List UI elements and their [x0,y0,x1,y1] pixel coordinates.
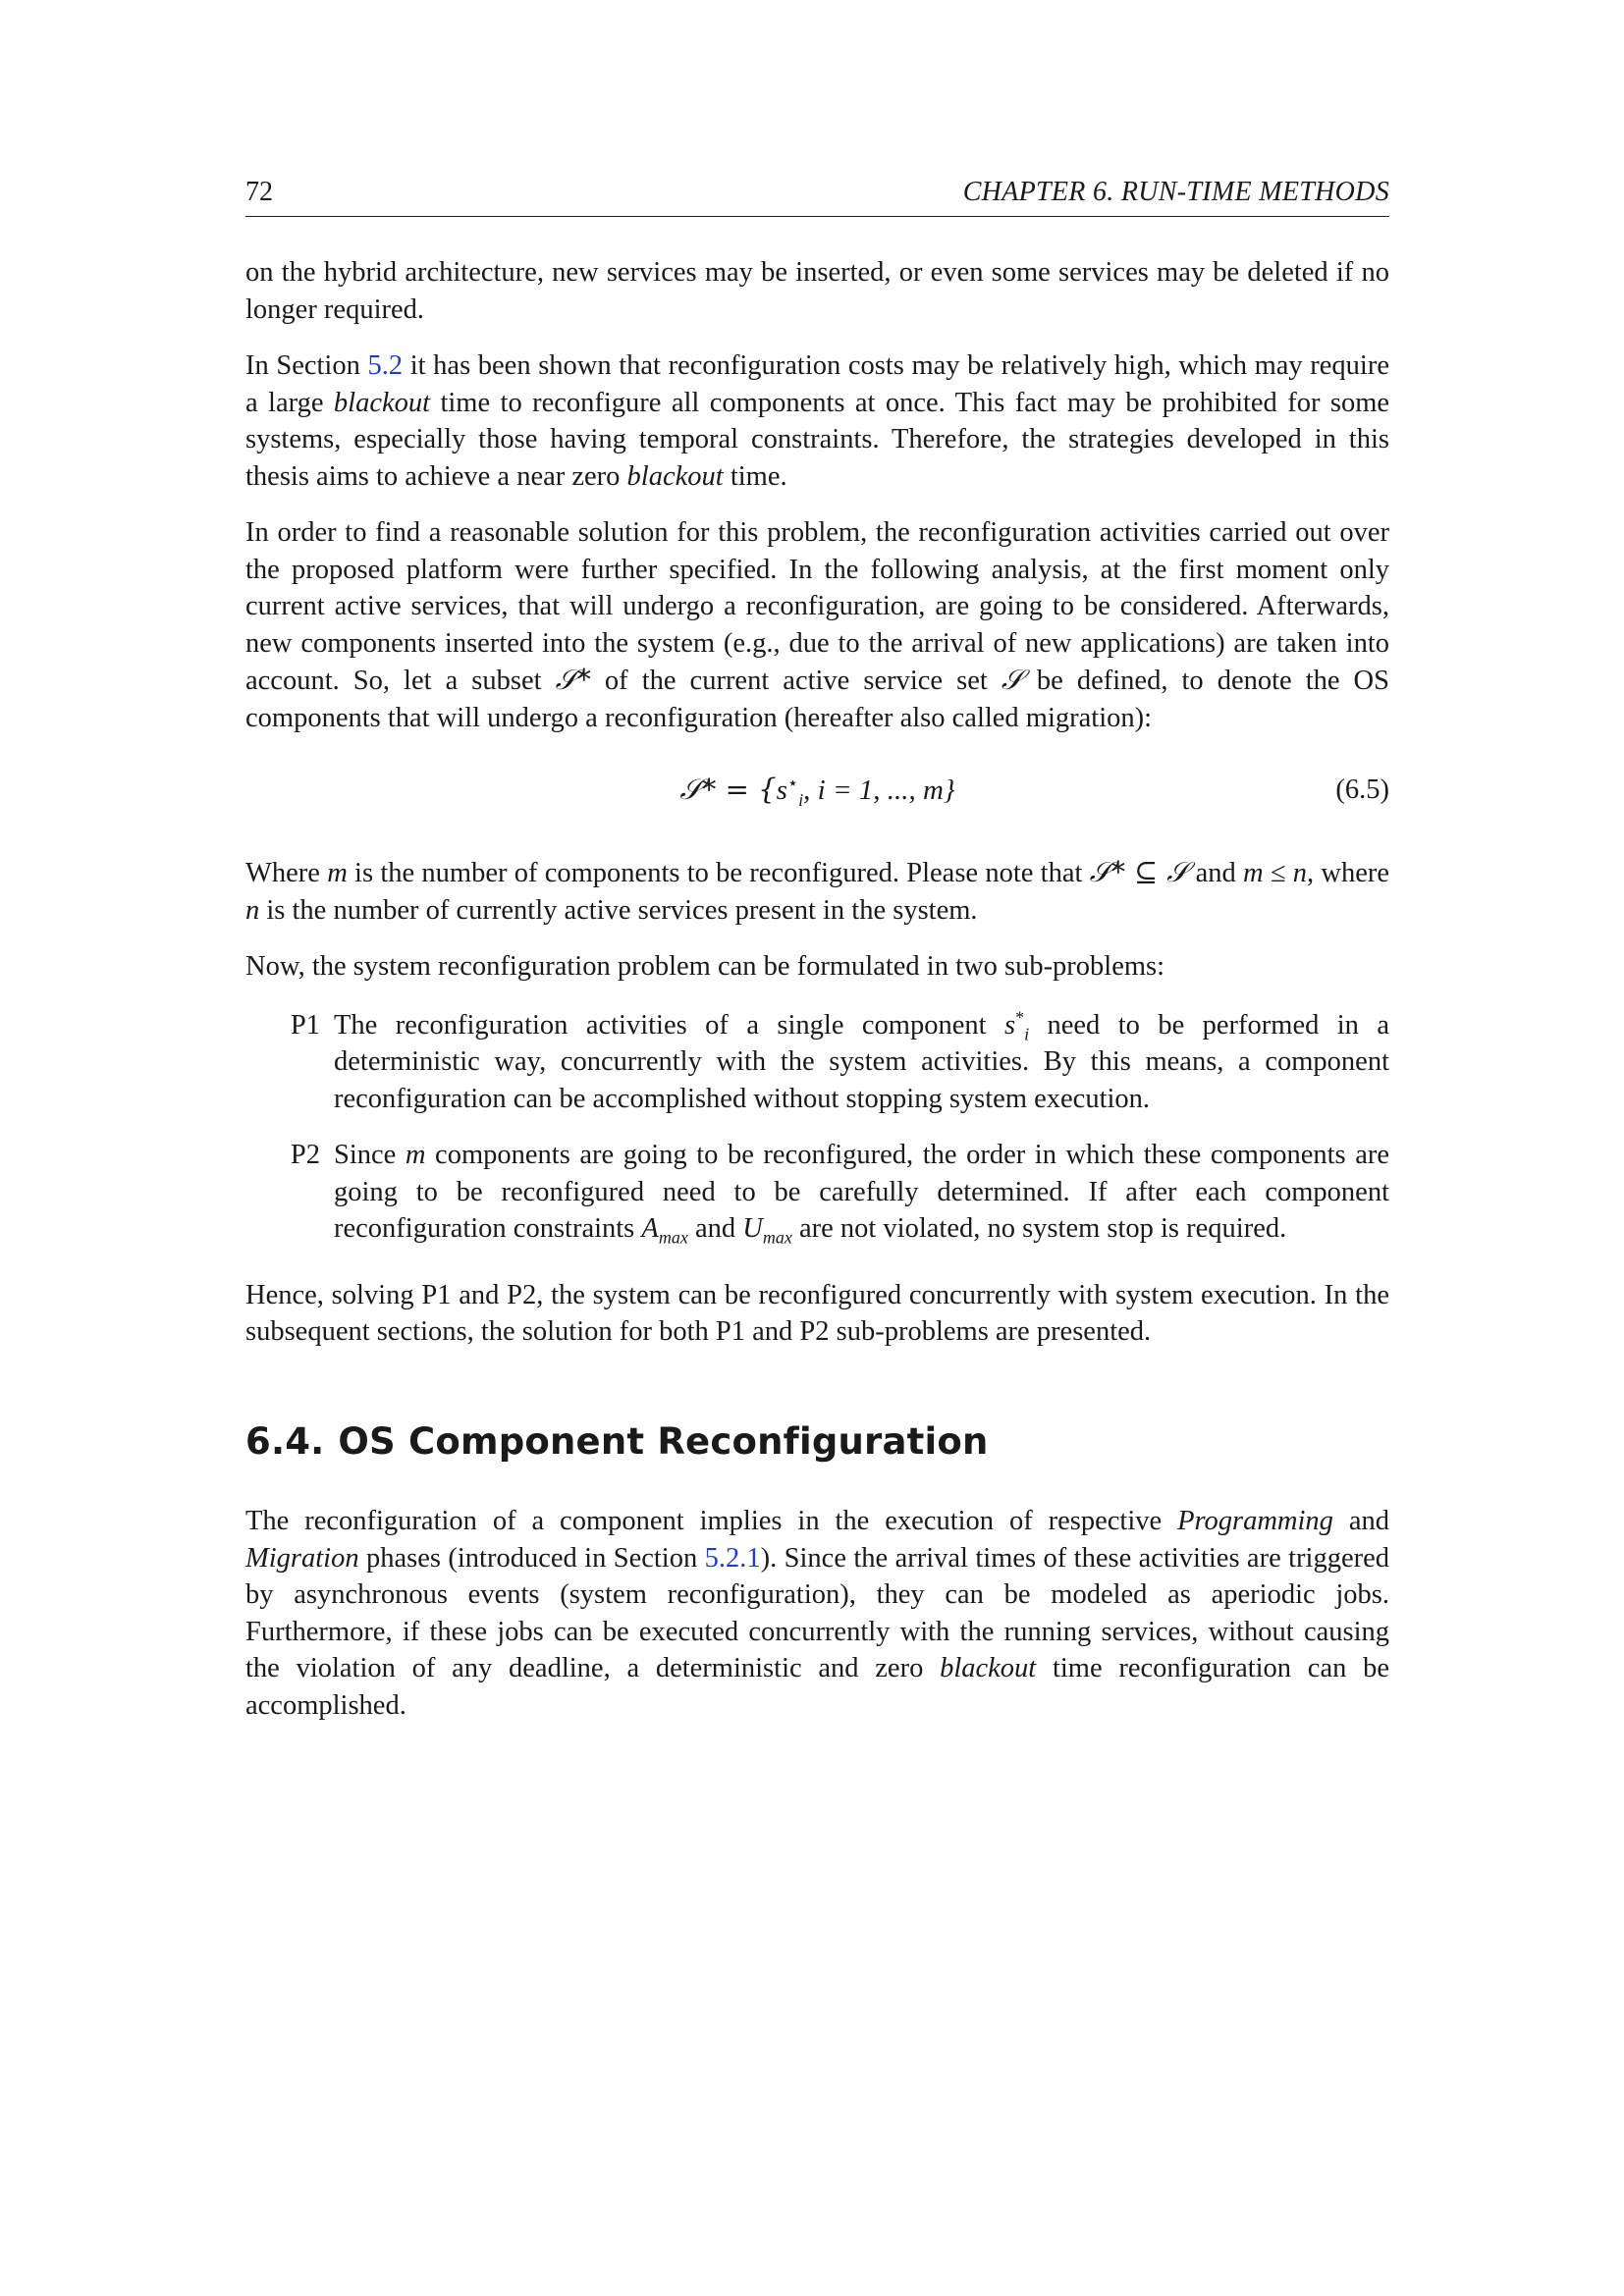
equation-number: (6.5) [1335,774,1389,805]
problem-item [245,1007,1389,1118]
section-link-5-2-1[interactable]: 5.2.1 [704,1542,761,1574]
paragraph-5: Now, the system reconfiguration problem can be formulated in two sub-problems: [245,951,1165,982]
paragraph-6: Hence, solving P1 and P2, the system can be reconfigured concurrently with system execution. In the subsequent sections, the solution for both P1 and P2 sub-problems are presented. [245,1279,1389,1347]
math-m-le-n: m ≤ n [1242,858,1307,888]
paragraph-3: In order to find a reasonable solution for this problem, the reconfiguration activities carried out over the proposed platform were further specified. In the following analysis, at the first moment only current active services, that will undergo a reconfiguration, are going to be considered. Afterwards, new components inserted into the system (e.g., due to the arrival of new applications) are taken into account. So, let a subset 𝒮* of the current active service set 𝒮 be defined, to denote the OS components that will undergo a reconfiguration (hereafter also called migration): [245,517,1389,733]
page [245,177,1389,1743]
paragraph-7: The reconfiguration of a component implies in the execution of respective Programming and Migration phases (introduced in Section 5.2.1). Since the arrival times of these activities are triggered by asynchronous events (system reconfiguration), they can be modeled as aperiodic jobs. Furthermore, if these jobs can be executed concurrently with the running services, without causing the violation of any deadline, a deterministic and zero blackout time reconfiguration can be accomplished. [245,1506,1390,1721]
chapter-title: CHAPTER 6. RUN-TIME METHODS [962,177,1389,207]
problem-label: P1 [290,1009,320,1041]
paragraph-4: Where m is the number of components to be reconfigured. Please note that 𝒮* ⊆ 𝒮 and m ≤ n, where n is the number of currently active services present in the system. [245,856,1389,926]
problem-text: Since m components are going to be reconfigured, the order in which these components are going to be reconfigured need to be carefully determined. If after each component reconfiguration constraints $A_{max}$ and $U_{max}$ are not violated, no system stop is required. [334,1140,1389,1248]
problem-label: P2 [290,1140,320,1170]
problem-list [245,1007,1389,1248]
page-number: 72 [245,177,273,207]
section-link-5-2[interactable]: 5.2 [367,350,404,381]
problem-item [245,1137,1389,1248]
problem-text: The reconfiguration activities of a single component $s^*_i$ need to be performed in a deterministic way, concurrently with the system activities. By this means, a component reconfiguration can be accomplished without stopping system execution. [334,1007,1390,1114]
equation-body: 𝒮* = {$s^⋆_i$, i = 1, ..., m} [679,773,955,810]
math-subset-symbol: 𝒮* [555,664,591,696]
paragraph-1: on the hybrid architecture, new services may be inserted, or even some services may be deleted if no longer required. [245,257,1389,325]
section-heading [245,1419,1389,1463]
paragraph-2: In Section 5.2 it has been shown that reconfiguration costs may be relatively high, which may require a large blackout time to reconfigure all components at once. This fact may be prohibited for some systems, especially those having temporal constraints. Therefore, the strategies developed in this thesis aims to achieve a near zero blackout time. [245,350,1390,492]
body-text [245,254,1389,1724]
math-subset-relation: 𝒮* ⊆ 𝒮 [1089,856,1189,888]
section-number: 6.4. [245,1419,325,1463]
math-set-symbol: 𝒮 [1001,664,1023,696]
section-title: OS Component Reconfiguration [338,1419,989,1463]
running-header [245,177,1389,217]
equation-6-5 [245,772,1389,827]
